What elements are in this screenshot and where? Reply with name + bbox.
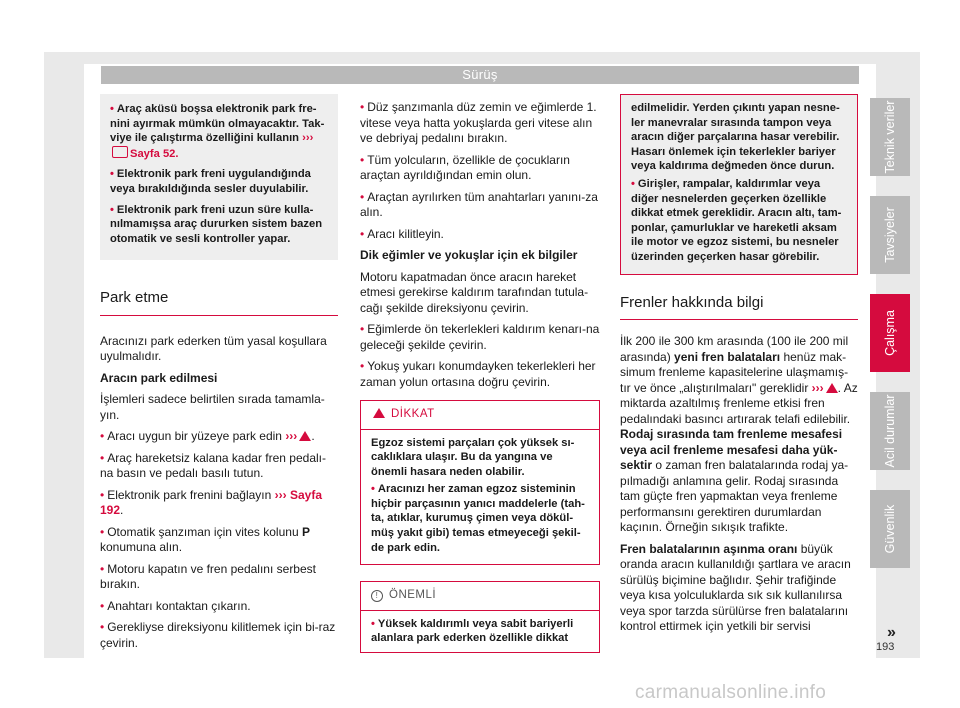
page-link[interactable]: Sayfa 52. <box>130 147 179 160</box>
page-number: 193 <box>876 641 895 653</box>
warning-header: DİKKAT <box>361 401 599 430</box>
list-item: • Aracı uygun bir yüzeye park edin ››› . <box>100 429 315 444</box>
note-continued-box <box>620 94 858 275</box>
section-title: Park etme <box>100 289 169 307</box>
paragraph: Motoru kapatmadan önce aracın hareket etmesi gerekirse kaldırım tarafından tutula-cağı şekilde direksiyonu çevirin. <box>360 269 589 315</box>
tab-teknik-veriler[interactable]: Teknik veriler <box>870 98 910 176</box>
tab-tavsiyeler[interactable]: Tavsiyeler <box>870 196 910 274</box>
section-heading <box>100 290 338 316</box>
warning-text: Egzoz sistemi parçaları çok yüksek sı-caklıklara ulaşır. Bu da yangına ve önemli hasara neden olabilir. <box>371 436 575 478</box>
section-heading <box>620 295 858 321</box>
tab-acil-durumlar[interactable]: Acil durumlar <box>870 392 910 470</box>
list-item: • Elektronik park frenini bağlayın ››› Sayfa 192. <box>100 487 323 518</box>
warning-icon <box>826 383 838 393</box>
paragraph: İşlemleri sadece belirtilen sırada tamamla-yın. <box>100 392 325 422</box>
box-item: Elektronik park freni uygulandığında veya bırakıldığında sesler duyulabilir. <box>110 168 311 195</box>
tab-guvenlik[interactable]: Güvenlik <box>870 490 910 568</box>
info-box: • Araç aküsü boşsa elektronik park fre-nini ayırmak mümkün olmayacaktır. Tak-viye ile çalıştırma özelliğini kullanın ›››Sayfa 52. • Elektronik park freni uygulandığında veya bırakıldığında sesler duyulabilir. • Elektronik park freni uzun süre kulla-nılmamışsa araç dururken sistem bazen otomatik ve sesli kontroller yapar. <box>100 94 338 260</box>
note-header: ! ÖNEMLİ <box>361 582 599 611</box>
watermark: carmanualsonline.info <box>635 682 827 703</box>
column-1 <box>100 94 338 657</box>
note-box <box>360 581 600 653</box>
warning-icon <box>299 431 311 441</box>
paragraph: Fren balatalarının aşınma oranı büyük oranda aracın kullanıldığı şartlara ve aracın sürülüş biçimine bağlıdır. Şehir trafiğinde veya kısa yolculuklarda sık sık kullanılırsa veya spor tarzda sürülürse fren balatalarını kontrol ettirmek için yetkili bir servisi <box>620 541 851 634</box>
warning-box <box>360 400 600 565</box>
list-item: • Yokuş yukarı konumdayken tekerlekleri her zaman yolun ortasına doğru çevirin. <box>360 359 596 389</box>
subheading: Aracın park edilmesi <box>100 370 218 385</box>
paragraph: Aracınızı park ederken tüm yasal koşullara uyulmalıdır. <box>100 333 327 364</box>
paragraph: İlk 200 ile 300 km arasında (100 ile 200 mil arasında) yeni fren balataları henüz mak-simum frenleme kapasitelerine ulaşmamış-tır ve önce „alıştırılmaları" gereklidir ››› . Az miktarda azaltılmış frenleme etkisi fren pedalındaki basıncı artırarak telafi edilebilir. Rodaj sırasında tam frenleme mesafesi veya acil frenleme mesafesi daha yük-sektir o zaman fren balatalarında rodaj ya-pılmadığı anlamına gelir. Rodaj sırasında tam güçte fren yapmaktan veya frenleme performansını gerektiren durumlardan kaçının. Örneğin sıkışık trafikte. <box>620 334 858 535</box>
continue-arrow-icon: » <box>887 624 896 641</box>
subheading: Dik eğimler ve yokuşlar için ek bilgiler <box>360 248 578 262</box>
list-item: • Gerekliyse direksiyonu kilitlemek için bi-raz çevirin. <box>100 620 336 650</box>
note-body: • Yüksek kaldırımlı veya sabit bariyerli alanlara park ederken özellikle dikkat <box>371 617 574 645</box>
list-item: • Motoru kapatın ve fren pedalını serbest bırakın. <box>100 561 316 592</box>
box-item: Elektronik park freni uzun süre kulla-nılmamışsa araç dururken sistem bazen otomatik ve sesli kontroller yapar. <box>110 203 323 245</box>
column-3 <box>620 94 858 641</box>
column-2 <box>360 100 600 653</box>
list-item: • Anahtarı kontaktan çıkarın. <box>100 598 251 613</box>
page-link[interactable]: Sayfa 192 <box>100 487 323 518</box>
list-item: • Eğimlerde ön tekerlekleri kaldırım kenarı-na geleceği şekilde çevirin. <box>360 322 600 352</box>
list-item: • Aracı kilitleyin. <box>360 226 444 241</box>
page-header: Sürüş <box>101 66 859 84</box>
warning-icon <box>373 408 385 418</box>
list-item: • Düz şanzımanla düz zemin ve eğimlerde 1. vitese veya hatta yokuşlarda geri vitese alın ve debriyaj pedalını bırakın. <box>360 100 597 145</box>
note-item: • Girişler, rampalar, kaldırımlar veya diğer nesnelerden geçerken özellikle dikkat etmek gereklidir. Aracın altı, tam-ponlar, çamurluklar ve hareketli aksam ile motor ve egzoz sistemi, bu nesneler üzerinden geçerken hasar görebilir. <box>631 177 842 263</box>
box-item: Araç aküsü boşsa elektronik park fre-nini ayırmak mümkün olmayacaktır. Tak-viye ile çalıştırma özelliğini kullanın <box>110 103 325 145</box>
list-item: • Tüm yolcuların, özellikle de çocukların araçtan ayrıldığından emin olun. <box>360 152 570 182</box>
note-text: edilmelidir. Yerden çıkıntı yapan nesne-ler manevralar sırasında tampon veya aracın diğer parçalarına hasar verebilir. Hasarı önlemek için tekerlekler bariyer veya kaldırıma değmeden önce durun. <box>631 102 840 173</box>
warning-item: • Aracınızı her zaman egzoz sisteminin hiçbir parçasının yanıcı maddelerle (tah-ta, atıklar, kurumuş çimen veya dökül-müş yakıt gibi) temas etmeyeceği şekil-de park edin. <box>371 483 585 554</box>
list-item: • Araç hareketsiz kalana kadar fren pedalı-na basın ve pedalı basılı tutun. <box>100 450 326 481</box>
info-icon: ! <box>371 590 383 602</box>
list-item: • Otomatik şanzıman için vites kolunu P konumuna alın. <box>100 524 310 555</box>
book-icon <box>112 146 128 158</box>
section-title: Frenler hakkında bilgi <box>620 293 764 311</box>
list-item: • Araçtan ayrılırken tüm anahtarları yanını-za alın. <box>360 189 598 219</box>
tab-calisma[interactable]: Çalışma <box>870 294 910 372</box>
warning-body <box>361 430 599 565</box>
